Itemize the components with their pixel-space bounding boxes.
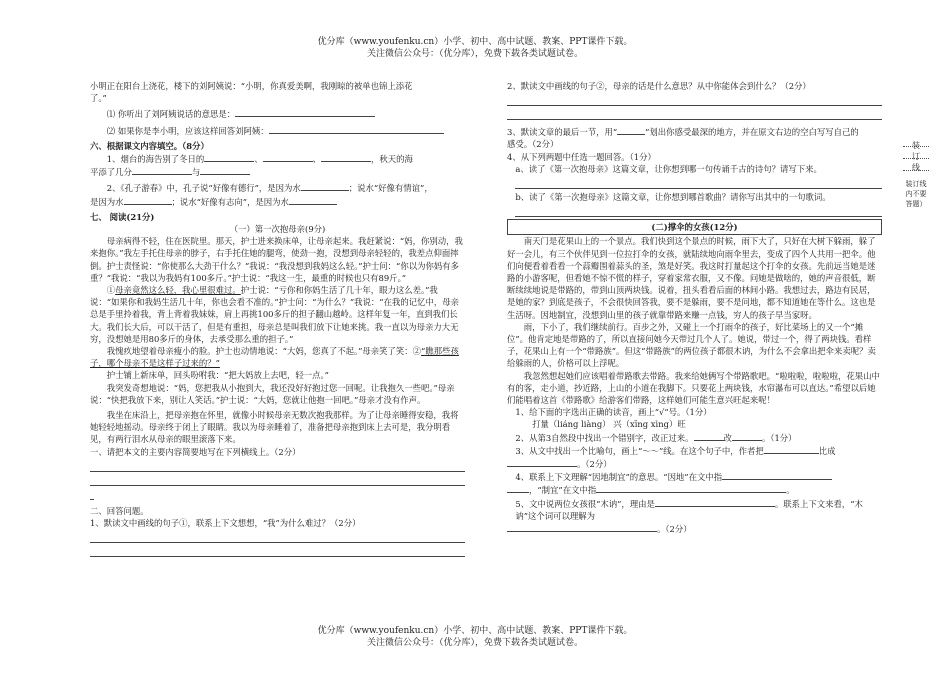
article-title: （一）第一次抱母亲(9分) (229, 224, 326, 235)
article-paragraph: 护士铺上新床单，回头吩咐我：“把大妈放上去吧，轻一点。” (106, 370, 329, 381)
binding-margin (904, 140, 928, 209)
section-7-title: 七、 阅读(21分) (90, 211, 155, 222)
fill-1-cont (90, 165, 465, 178)
answer-line[interactable] (90, 545, 465, 557)
fill-text: 1、烟台的海告别了冬日的 (106, 154, 205, 165)
answer-blank[interactable] (269, 124, 444, 134)
question: 4、从下列两题中任选一题回答。（1分） (507, 151, 656, 162)
page-footer (0, 625, 950, 649)
answer-blank[interactable] (132, 165, 192, 175)
answer-blank[interactable] (301, 181, 349, 191)
intro-text: 了。” (90, 93, 107, 104)
question (507, 522, 882, 535)
question: 2、默读文中画线的句子②，母亲的话是什么意思？从中你能体会到什么？（2分） (507, 81, 811, 91)
article-paragraph: 我突发奇想地说：“妈，您把我从小抱到大，我还没好好抱过您一回呢。让我抱久一些吧。”母亲说：“快把我放下来，别让人笑话。”护士说：“大妈，您就让他抱一回吧。”母亲才没有作声。 (90, 382, 455, 405)
question-text: 。（2分） (657, 524, 692, 535)
question-2 (90, 124, 465, 137)
question: 1、给下面的字选出正确的读音，画上“√”号。（1分） (515, 407, 712, 418)
binding-char: 线 (912, 163, 920, 172)
answer-blank[interactable] (722, 470, 832, 480)
answer-blank[interactable] (596, 483, 786, 493)
paragraph-text: 护士说：“亏你和你妈生活了几十年，眼力这么差。”我说：“如果你和我妈生活几十年，你也会看不准的。”护士问：“为什么？”我说：“在我的记忆中，母亲总是手里拎着我，背上背着我妹妹，肩上再挑100多斤的担子翻山越岭。这样年复一年，直到我们长大。我们长大后，可以干活了，但是有重担，母亲总是叫我们放下让她来挑。我一直以为母亲力大无穷，没想她是用80多斤的身体，去承受那么重的担子。” (90, 285, 459, 344)
marker: ① (106, 285, 116, 296)
fill-text: ，秋天的海 (371, 154, 413, 165)
answer-blank[interactable] (694, 431, 724, 441)
article-paragraph: 我坐在床沿上，把母亲抱在怀里，就像小时候母亲无数次抱我那样。为了让母亲睡得安稳，我将她轻轻地摇动。母亲终于闭上了眼睛。我以为母亲睡着了，准备把母亲抱到床上去可是，我分明看见，有两行泪水从母亲的眼里滚落下来。 (90, 410, 459, 445)
fill-text: 平添了几分 (90, 167, 132, 178)
question (507, 457, 882, 470)
article-paragraph (90, 284, 465, 345)
left-column (90, 80, 465, 559)
option-a: a、读了《第一次抱母亲》这篇文章，让你想到哪一句传诵千古的诗句？请写下来。 (515, 163, 822, 174)
article-paragraph: 雨，下小了，我们继续前行。百步之外，又碰上一个打雨伞的孩子，好比菜场上的又一个“摊位”。他肯定地是带路的了，所以直接问她今天带过几个人了。她说，带过一个，得了两块钱。看样子，花果山上有一个“带路族”。但这“带路族”的两位孩子都很木讷，为什么不会拿出把伞来卖呢？卖给躲雨的人，价格可以上浮呢。 (507, 321, 876, 369)
answer-blank[interactable] (764, 444, 819, 454)
question-text: ”划出你感受最深的地方，并在原文右边的空白写写自己的 (645, 127, 859, 138)
intro-text: 小明正在阳台上浇花，楼下的刘阿姨说：“小明，你真爱美啊，我刚晾的被单也锦上添花 (90, 81, 413, 91)
answer-line[interactable] (90, 474, 465, 486)
article-2-title: (二)撑伞的女孩(12分) (507, 219, 882, 235)
fill-text: 是因为水 (90, 196, 124, 207)
section-6-title: 六、根据课文内容填空。（8分） (90, 140, 209, 151)
fill-2 (90, 181, 465, 194)
question-text: 5、文中说两位女孩很“木讷”，理由是 (515, 498, 655, 509)
reading-question-1: 一、请把本文的主要内容简要地写在下列横线上。（2分） (90, 446, 301, 457)
right-column (507, 80, 882, 535)
question (507, 483, 882, 496)
binding-note: 装订线内不要答题） (905, 180, 927, 208)
answer-blank[interactable] (507, 522, 657, 532)
question-text: 4、联系上下文理解“因地制宜”的意思。“因地”在文中指 (515, 472, 723, 483)
underlined-sentence: “瞧那些孩子，哪个母亲不是这样子过来的？” (90, 346, 459, 369)
answer-blank[interactable] (507, 483, 529, 493)
wave-line-sample (617, 125, 645, 135)
question-text: 。（2分） (577, 459, 612, 470)
fill-text: ；说水“好像有志向”，是因为水 (171, 196, 289, 207)
answer-blank[interactable] (655, 497, 775, 507)
question-text: 2、从第3自然段中找出一个错别字，改正过来。 (515, 432, 694, 443)
article-paragraph: 我忽然想起她们应该唱着带路歌去带路。我来给她俩写个带路歌吧。“啦啦啦，啦啦啦，花果山中有的客，走小道，抄近路，上山的小道在我脚下。只要花上两块钱，水帘瀑布可以直达。”希望以后她们能唱着这首《带路歌》给游客们带路，这样她们可能生意兴旺起来呢！ (507, 370, 880, 406)
binding-char: 装 (912, 141, 920, 150)
reading-question-2-1: 1、默读文中画线的句子①，联系上下文想想，“我”为什么难过？（2分） (90, 518, 361, 529)
answer-line[interactable] (515, 177, 882, 189)
answer-blank[interactable] (200, 165, 250, 175)
footer-line-2: 关注微信公众号：（优分库），免费下载各类试题试卷。 (366, 638, 583, 648)
marker: ② (412, 346, 422, 357)
question-text: 比成 (818, 445, 836, 456)
page-header (0, 36, 950, 60)
reading-question-2-title: 二、回答问题。 (90, 505, 149, 516)
fill-2-cont (90, 195, 465, 208)
question-text: 。 (786, 485, 795, 496)
answer-blank[interactable] (321, 152, 371, 162)
question-text: 改 (723, 432, 732, 443)
article-paragraph: 南天门是花果山上的一个景点。我们快到这个景点的时候，雨下大了，只好在大树下躲雨，躲了好一会儿，有三个伙伴见到一位拉打伞的女孩，就陆续地向雨伞里去，变成了四个人共用一把伞。他们向便看着看看一个蒜瓣围着蒜头的圣，煞是好笑。我这时打量起这个打伞的女孩。先前远当她是迷路的小游客呢，但看她不惊不慌的样子，穿着家常衣服，又不像。问她是做啥的，她的声音很低，断断续续地说是带路的，带到山顶两块钱。说着，扭头看看后面的林间小路。我想过去，路边有民居，是她的家？到底是孩子，不会很快回答我，要不是躲雨，要不是问地，都不知道她在等什么。这也是生活呀。因地制宜，没想到山里的孩子就靠带路来赚一点钱，穷人的孩子早当家呀。 (507, 236, 876, 320)
header-line-1: 优分库（www.youfenku.cn）小学、初中、高中试题、教案、PPT课件下载。 (317, 37, 633, 47)
fill-text: ；说水“好像有情谊”， (348, 183, 433, 194)
fill-text: 2、《孔子游春》中，孔子说“好像有德行”，是因为水 (106, 183, 301, 194)
article-paragraph: 母亲病得不轻，住在医院里。那天，护士进来换床单，让母亲起来。我赶紧说：“妈，你别动，我来抱你。”我左手托住母亲的脖子，右手托住她的腿弯，使劲一抱，没想到母亲轻轻的，我差点仰面摔倒。护士责怪说：“你使那么大劲干什么？”我说：“我没想到我妈这么轻。”护士问：“你以为你妈有多重？”我说：“我以为我妈有100多斤。”护士说：“我这一生，最重的时候也只有89斤。” (90, 236, 463, 283)
question (507, 125, 882, 138)
question-text: 3、从文中找出一个比喻句，画上“～～”线。在这个句子中，作者把 (515, 445, 764, 456)
underlined-sentence: 母亲竟然这么轻，我心里很难过。 (115, 285, 241, 296)
answer-line[interactable] (90, 460, 465, 472)
question-text: ⑴ 你听出了刘阿姨说话的意思是： (106, 109, 236, 120)
article-paragraph (90, 345, 465, 369)
question: 感受。（2分） (507, 139, 559, 150)
question-1 (90, 107, 465, 120)
answer-blank[interactable] (507, 457, 577, 467)
answer-blank[interactable] (235, 107, 375, 117)
answer-line[interactable] (515, 205, 882, 217)
answer-line[interactable] (90, 488, 94, 500)
question (507, 444, 882, 457)
answer-line[interactable] (90, 531, 465, 543)
question-text: 。（1分） (761, 432, 797, 443)
answer-blank[interactable] (124, 195, 172, 205)
paragraph-text: 我愧疚地望着母亲瘦小的脸。护士也动情地说：“大妈，您真了不起。”母亲笑了笑： (106, 346, 413, 357)
question (507, 431, 882, 444)
question-text: ⑵ 如果你是李小明，应该这样回答刘阿姨： (106, 125, 269, 136)
question-text: ，“制宜”在文中指 (529, 485, 597, 496)
pinyin-options[interactable]: 打量（liáng liàng） 兴（xīng xìng）旺 (532, 419, 686, 430)
question-text: 。联系上下文来看，“木讷”这个词可以理解为 (515, 498, 863, 521)
answer-blank[interactable] (289, 195, 337, 205)
fill-text: 与 (191, 167, 201, 178)
question (507, 497, 882, 522)
option-b: b、读了《第一次抱母亲》这篇文章，让你想到哪首歌曲？请你写出其中的一句歌词。 (515, 192, 831, 203)
binding-char: 订 (912, 152, 920, 161)
header-line-2: 关注微信公众号：（优分库），免费下载各类试题试卷。 (366, 49, 583, 59)
footer-line-1: 优分库（www.youfenku.cn）小学、初中、高中试题、教案、PPT课件下载。 (317, 626, 633, 636)
question-text: 3、默读文章的最后一节，用“ (507, 127, 618, 138)
answer-blank[interactable] (263, 152, 313, 162)
fill-1: 1、烟台的海告别了冬日的 、 、 ，秋天的海 (106, 154, 413, 165)
question (507, 470, 882, 483)
answer-blank[interactable] (204, 152, 254, 162)
answer-line[interactable] (507, 94, 882, 106)
answer-blank[interactable] (732, 431, 762, 441)
answer-line[interactable] (507, 108, 882, 120)
